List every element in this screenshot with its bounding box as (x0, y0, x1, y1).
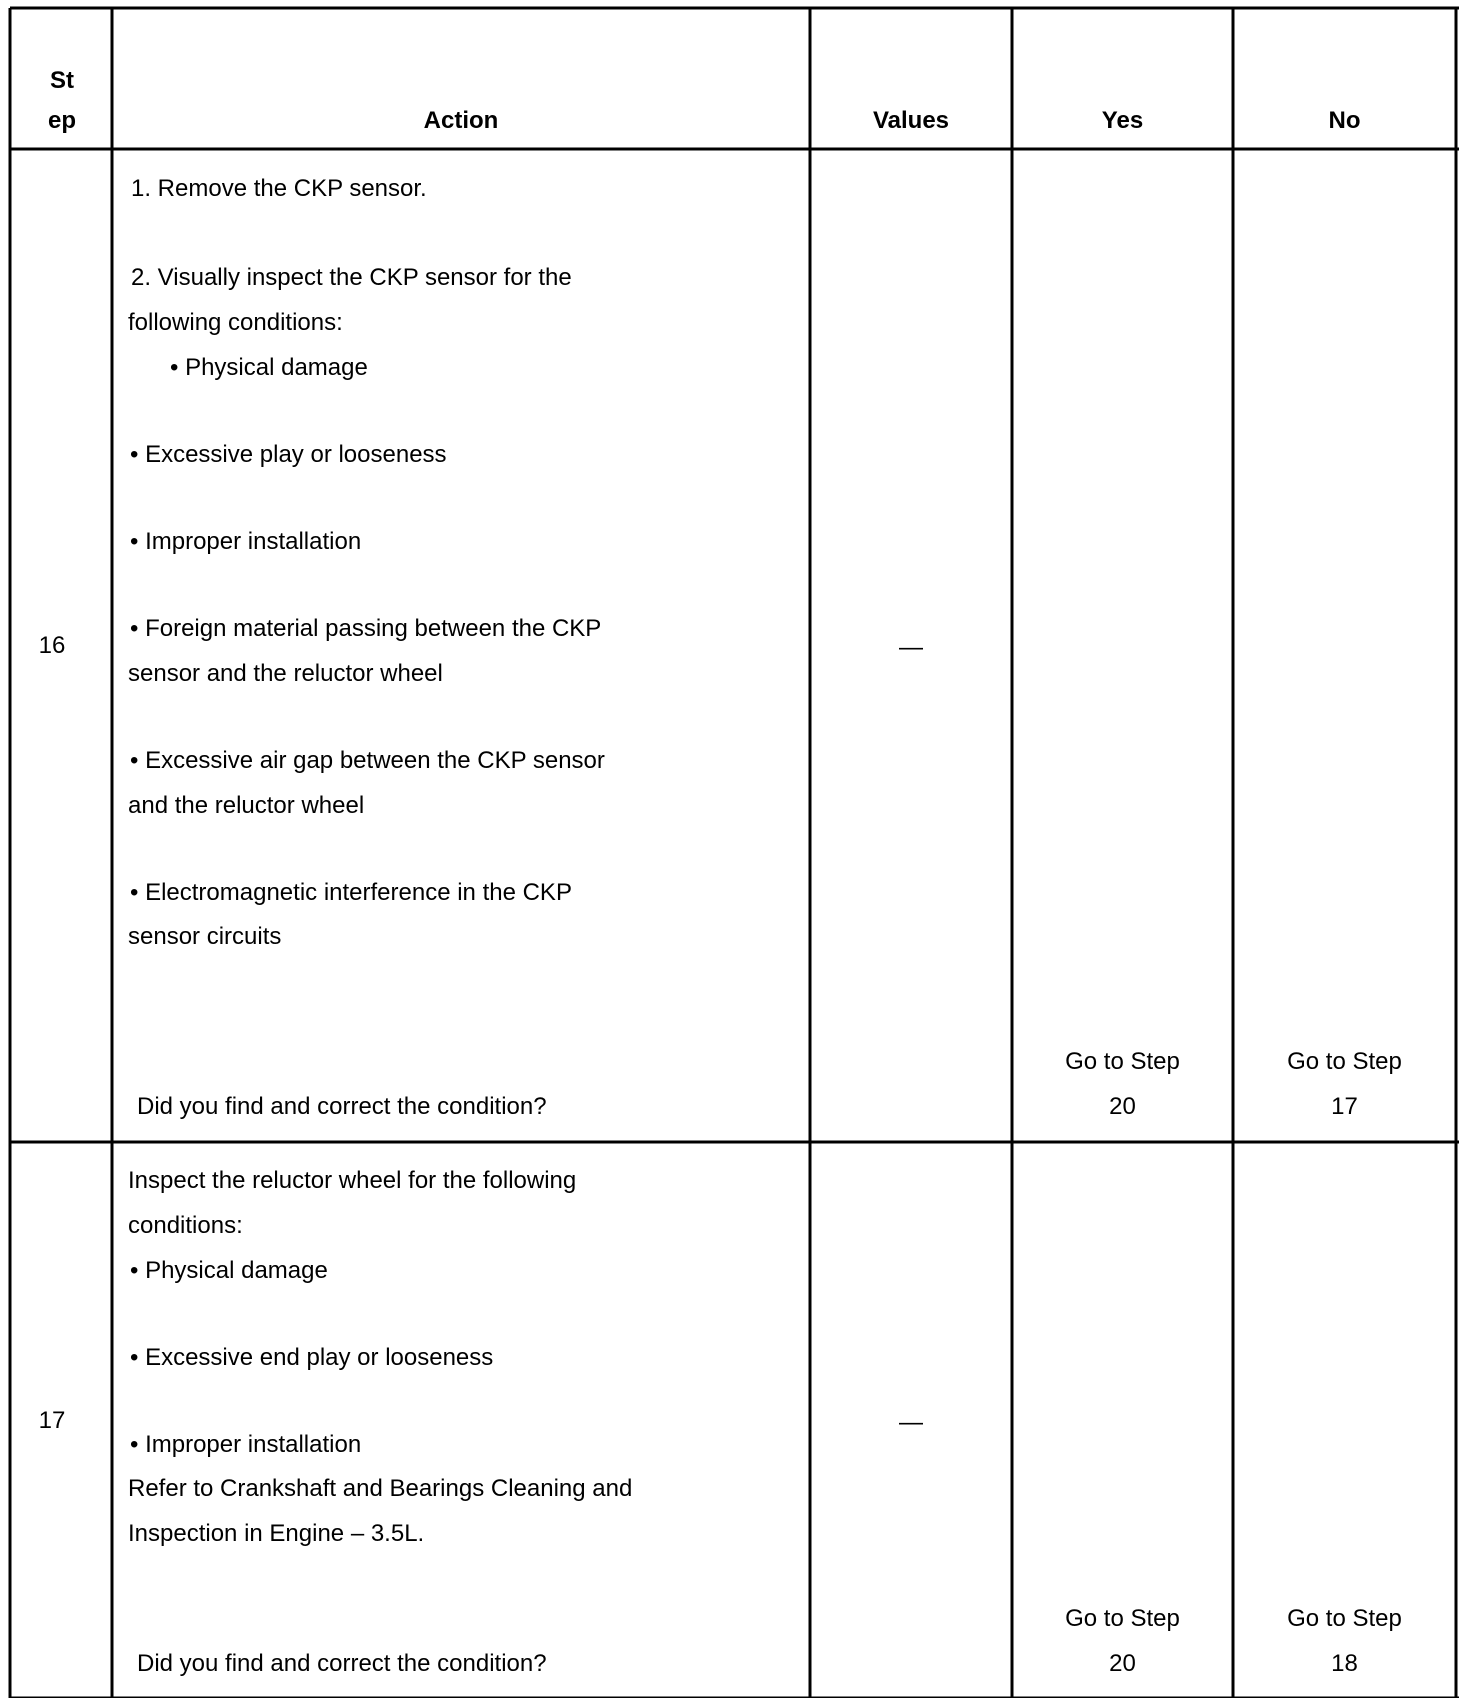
step-number: 16 (38, 632, 66, 659)
header-step-line1: St (50, 67, 74, 94)
action-bullet: • Physical damage (170, 354, 368, 381)
no-target-label: Go to Step (1287, 1048, 1402, 1075)
action-line: sensor and the reluctor wheel (128, 660, 443, 687)
no-target-step: 18 (1331, 1650, 1358, 1677)
action-bullet: • Improper installation (130, 1431, 362, 1458)
action-line: Refer to Crankshaft and Bearings Cleaning and (128, 1475, 633, 1502)
yes-target-label: Go to Step (1065, 1605, 1180, 1632)
yes-target-step: 20 (1109, 1650, 1136, 1677)
value-cell: — (899, 1409, 923, 1436)
action-bullet: • Improper installation (130, 528, 362, 555)
action-bullet: • Physical damage (130, 1257, 328, 1284)
no-target-label: Go to Step (1287, 1605, 1402, 1632)
action-bullet: • Excessive end play or looseness (130, 1344, 494, 1371)
header-yes: Yes (1101, 107, 1144, 134)
action-line: sensor circuits (128, 923, 282, 950)
header-action: Action (423, 107, 499, 134)
action-line: 1. Remove the CKP sensor. (131, 175, 427, 202)
yes-target-step: 20 (1109, 1093, 1136, 1120)
step-number: 17 (38, 1407, 66, 1434)
action-line: 2. Visually inspect the CKP sensor for the (131, 264, 572, 291)
action-line: conditions: (128, 1212, 243, 1239)
action-line: Inspect the reluctor wheel for the following (128, 1167, 577, 1194)
no-target-step: 17 (1331, 1093, 1358, 1120)
action-bullet: • Electromagnetic interference in the CKP (130, 879, 572, 906)
header-no: No (1328, 107, 1361, 134)
action-question: Did you find and correct the condition? (137, 1650, 547, 1677)
action-bullet: • Excessive play or looseness (130, 441, 447, 468)
yes-target-label: Go to Step (1065, 1048, 1180, 1075)
action-line: following conditions: (128, 309, 343, 336)
action-bullet: • Foreign material passing between the CKP (130, 615, 602, 642)
action-question: Did you find and correct the condition? (137, 1093, 547, 1120)
action-line: Inspection in Engine – 3.5L. (128, 1520, 425, 1547)
value-cell: — (899, 634, 923, 661)
header-step-line2: ep (47, 107, 76, 134)
action-bullet: • Excessive air gap between the CKP sensor (130, 747, 605, 774)
header-values: Values (872, 107, 950, 134)
action-line: and the reluctor wheel (128, 792, 365, 819)
